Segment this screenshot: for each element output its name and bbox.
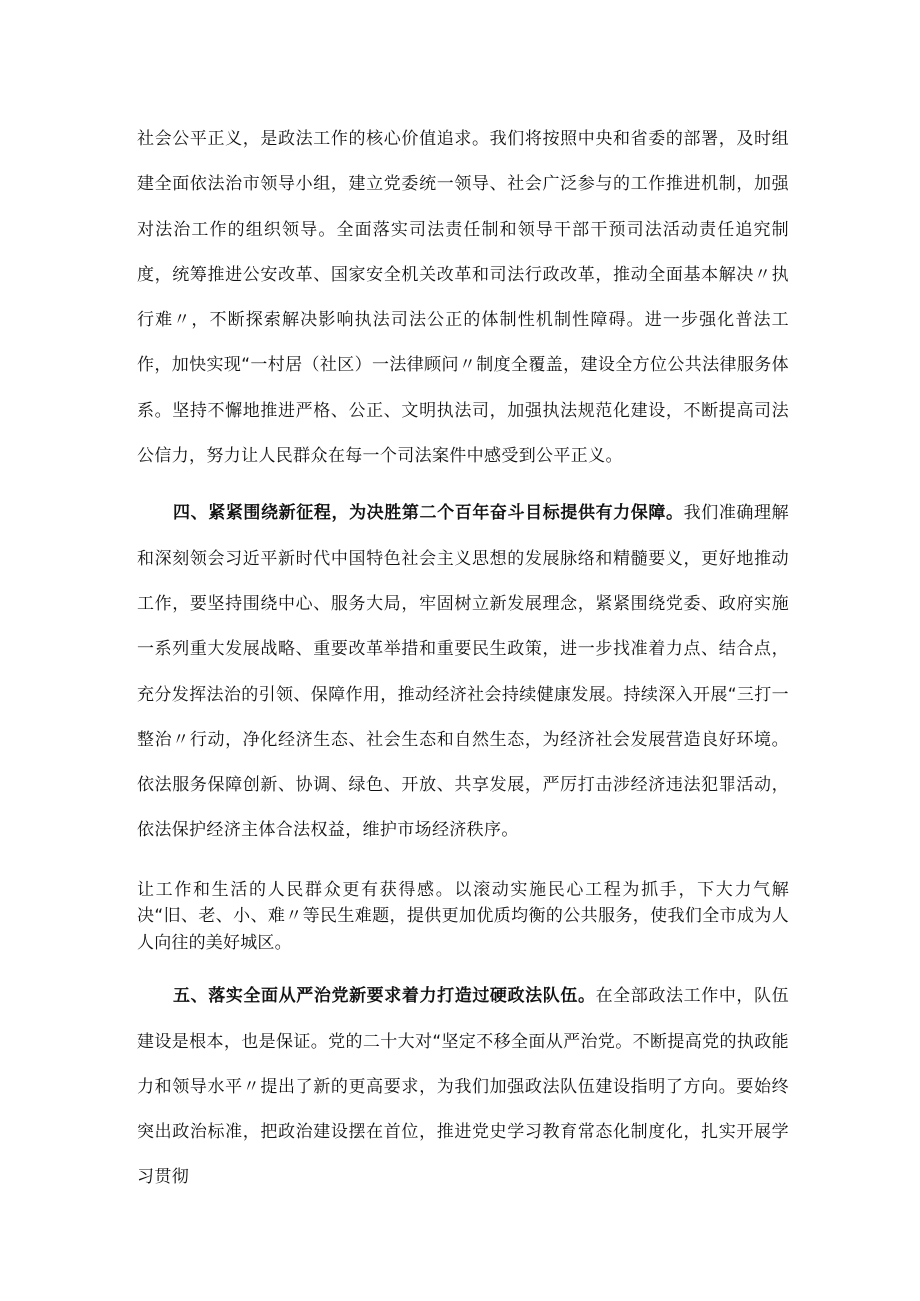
paragraph-social-justice	[137, 117, 789, 479]
paragraph-section-four	[137, 491, 789, 853]
paragraph-livelihood	[137, 877, 789, 957]
paragraph-section-five	[137, 974, 789, 1200]
paragraph-text: 我们准确理解和深刻领会习近平新时代中国特色社会主义思想的发展脉络和精髓要义，更好地推动工作，要坚持围绕中心、服务大局，牢固树立新发展理念，紧紧围绕党委、政府实施一系列重大发展战略、重要改革举措和重要民生政策，进一步找准着力点、结合点，充分发挥法治的引领、保障作用，推动经济社会持续健康发展。持续深入开展“三打一整治〃行动，净化经济生态、社会生态和自然生态，为经济社会发展营造良好环境。依法服务保障创新、协调、绿色、开放、共享发展，严厉打击涉经济违法犯罪活动，依法保护经济主体合法权益，维护市场经济秩序。	[137, 503, 789, 841]
paragraph-spacer	[137, 479, 789, 491]
paragraph-text: 在全部政法工作中，队伍建设是根本，也是保证。党的二十大对“坚定不移全面从严治党。不断提高党的执政能力和领导水平〃提出了新的更高要求，为我们加强政法队伍建设指明了方向。要始终突出政治标准，把政治建设摆在首位，推进党史学习教育常态化制度化，扎实开展学习贯彻	[137, 986, 789, 1188]
section-five-heading: 五、落实全面从严治党新要求着力打造过硬政法队伍。	[173, 986, 596, 1007]
paragraph-spacer	[137, 956, 789, 974]
paragraph-text: 让工作和生活的人民群众更有获得感。以滚动实施民心工程为抓手，下大力气解决“旧、老、小、难〃等民生难题，提供更加优质均衡的公共服务，使我们全市成为人人向往的美好城区。	[137, 879, 789, 953]
paragraph-text: 社会公平正义，是政法工作的核心价值追求。我们将按照中央和省委的部署，及时组建全面依法治市领导小组，建立党委统一领导、社会广泛参与的工作推进机制，加强对法治工作的组织领导。全面落实司法责任制和领导干部干预司法活动责任追究制度，统筹推进公安改革、国家安全机关改革和司法行政改革，推动全面基本解决〃执行难〃，不断探索解决影响执法司法公正的体制性机制性障碍。进一步强化普法工作，加快实现“一村居（社区）一法律顾问〃制度全覆盖，建设全方位公共法律服务体系。坚持不懈地推进严格、公正、文明执法司，加强执法规范化建设，不断提高司法公信力，努力让人民群众在每一个司法案件中感受到公平正义。	[137, 129, 789, 467]
section-four-heading: 四、紧紧围绕新征程，为决胜第二个百年奋斗目标提供有力保障。	[173, 503, 684, 524]
document-page	[137, 117, 789, 1201]
